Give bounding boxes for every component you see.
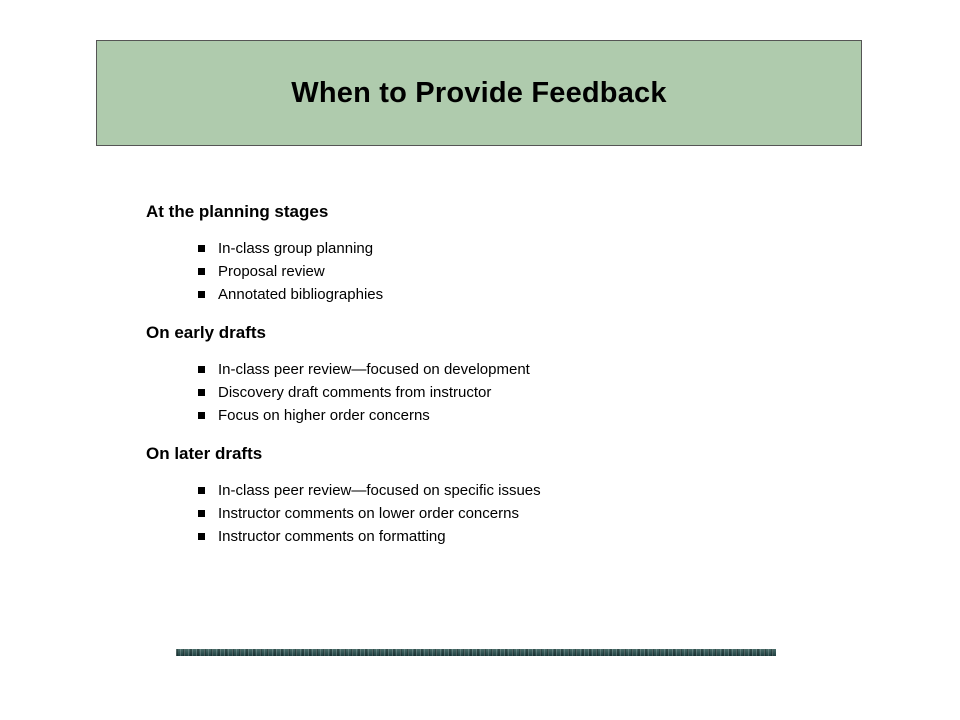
slide-title: When to Provide Feedback	[291, 76, 667, 109]
title-box	[96, 40, 862, 146]
list-item-text: Instructor comments on lower order concerns	[218, 505, 519, 522]
square-bullet-icon	[198, 510, 205, 517]
list-item	[146, 260, 826, 283]
list-item-text: In-class group planning	[218, 240, 374, 257]
list-item	[146, 381, 826, 404]
square-bullet-icon	[198, 412, 205, 419]
list-item	[146, 525, 826, 548]
section	[146, 441, 826, 548]
square-bullet-icon	[198, 533, 205, 540]
section	[146, 199, 826, 306]
list-item-text: Proposal review	[218, 263, 325, 280]
footer-decorative-bar	[176, 649, 776, 656]
square-bullet-icon	[198, 291, 205, 298]
list-item	[146, 283, 826, 306]
list-item-text: Discovery draft comments from instructor	[218, 384, 492, 401]
list-item-text: Annotated bibliographies	[218, 286, 384, 303]
bullet-list	[146, 358, 826, 427]
square-bullet-icon	[198, 268, 205, 275]
list-item-text: In-class peer review—focused on specific issues	[218, 482, 541, 499]
list-item-text: In-class peer review—focused on development	[218, 361, 530, 378]
list-item	[146, 358, 826, 381]
section	[146, 320, 826, 427]
bullet-list	[146, 237, 826, 306]
square-bullet-icon	[198, 366, 205, 373]
section-heading: On early drafts	[146, 323, 266, 342]
square-bullet-icon	[198, 245, 205, 252]
list-item	[146, 479, 826, 502]
section-heading: On later drafts	[146, 444, 263, 463]
bullet-list	[146, 479, 826, 548]
square-bullet-icon	[198, 487, 205, 494]
list-item	[146, 502, 826, 525]
list-item-text: Instructor comments on formatting	[218, 528, 446, 545]
section-heading: At the planning stages	[146, 202, 329, 221]
list-item-text: Focus on higher order concerns	[218, 407, 430, 424]
square-bullet-icon	[198, 389, 205, 396]
list-item	[146, 404, 826, 427]
list-item	[146, 237, 826, 260]
slide-content	[146, 199, 826, 562]
